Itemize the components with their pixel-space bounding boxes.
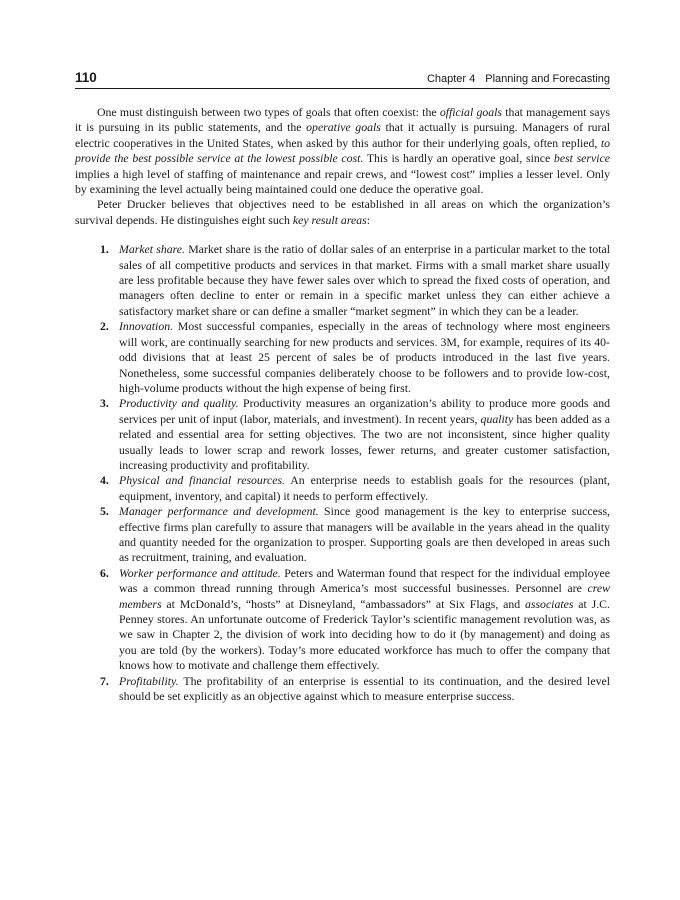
list-item-manager-performance xyxy=(75,504,610,566)
item-text: Market share is the ratio of dollar sales of an enterprise in a particular market to the total sales of all competitive products and services in that market. Firms with a small market share usually are less profitable because they have fewer sales over which to spread the fixed costs of operation, and managers often decline to enter or remain in a specific market unless they can either achieve a satisfactory market share or can define a smaller “market segment” in which they can be a leader. xyxy=(119,242,610,318)
italic-term: key result areas xyxy=(292,212,367,227)
italic-term: official goals xyxy=(439,105,503,119)
item-text: at McDonald’s, “hosts” at Disneyland, “ambassadors” at Six Flags, and xyxy=(161,596,525,611)
item-title: Market share. xyxy=(119,242,185,257)
item-number: 7. xyxy=(100,673,109,688)
italic-term: crew members xyxy=(119,581,610,611)
italic-term: quality xyxy=(480,411,514,426)
item-text: has been added as a related and essential area for setting objectives. The two are not inconsistent, since higher quality usually leads to lower scrap and rework losses, fewer returns, and greater customer satisfaction, increasing productivity and profitability. xyxy=(119,411,610,472)
item-title: Physical and financial resources. xyxy=(119,473,285,488)
item-number: 1. xyxy=(100,242,109,257)
item-text: Most successful companies, especially in the areas of technology where most engineers will work, are continually searching for new products and services. 3M, for example, requires of its 40-odd divisions that at least 25 percent of sales be of products introduced in the last five years. Nonetheless, some successful companies deliberately choose to be followers and to provide low-cost, high-volume products without the high expense of being first. xyxy=(119,319,610,395)
item-number: 2. xyxy=(100,319,109,334)
item-text: The profitability of an enterprise is essential to its continuation, and the desired level should be set explicitly as an objective against which to measure enterprise success. xyxy=(119,673,610,704)
text-run: Peter Drucker believes that objectives need to be established in all areas on which the organization’s survival depends. He distinguishes eight such xyxy=(75,197,610,227)
item-title: Productivity and quality. xyxy=(119,396,239,411)
item-text: Productivity measures an organization’s ability to produce more goods and services per unit of input (labor, materials, and investment). In recent years, xyxy=(119,396,611,426)
item-title: Innovation. xyxy=(119,319,174,334)
italic-term: best service xyxy=(553,151,610,166)
text-run: implies a high level of staffing of maintenance and repair crews, and “lowest cost” implies a lesser level. Only by examining the level actually being maintained could one deduce the operative goal. xyxy=(75,166,610,197)
list-item-innovation xyxy=(75,319,610,396)
text-run: One must distinguish between two types of goals that often coexist: the xyxy=(97,105,440,119)
italic-term: associates xyxy=(524,596,574,611)
book-page xyxy=(75,70,610,704)
list-item-resources xyxy=(75,473,610,504)
paragraph-drucker xyxy=(75,197,610,228)
item-number: 4. xyxy=(100,473,109,488)
text-run: : xyxy=(366,212,370,227)
item-number: 6. xyxy=(100,565,109,580)
chapter-label: Chapter 4 xyxy=(426,73,476,85)
item-title: Worker performance and attitude. xyxy=(119,565,281,580)
paragraph-goals xyxy=(75,105,610,197)
list-item-productivity-quality xyxy=(75,396,610,473)
list-item-profitability xyxy=(75,674,610,705)
list-item-worker-performance xyxy=(75,566,610,674)
item-title: Manager performance and development. xyxy=(119,504,319,519)
item-text: An enterprise needs to establish goals for the resources (plant, equipment, inventory, and capital) it needs to perform effectively. xyxy=(119,473,610,503)
chapter-title: Planning and Forecasting xyxy=(485,73,610,85)
item-text: at J.C. Penney stores. An unfortunate outcome of Frederick Taylor’s scientific management revolution was, as we saw in Chapter 2, the division of work into deciding how to do it (by management) and doing as you are told (by the workers). Today’s more educated workforce has much to offer the company that knows how to motivate and challenge them effectively. xyxy=(119,596,610,673)
item-title: Profitability. xyxy=(119,673,179,688)
item-text: Peters and Waterman found that respect for the individual employee was a common thread running through America’s most successful businesses. Personnel are xyxy=(119,565,610,596)
key-result-areas-list xyxy=(75,242,610,704)
list-item-market-share xyxy=(75,242,610,319)
running-header xyxy=(75,70,610,89)
body-text xyxy=(75,105,610,704)
chapter-heading xyxy=(427,73,610,85)
item-number: 3. xyxy=(100,396,109,411)
text-run: that management says it is pursuing in its public statements, and the xyxy=(75,105,610,135)
item-number: 5. xyxy=(100,504,109,519)
text-run: that it actually is pursuing. Managers of rural electric cooperatives in the United States, when asked by this author for their underlying goals, often replied, xyxy=(75,120,610,150)
italic-term: operative goals xyxy=(306,120,381,135)
text-run: This is hardly an operative goal, since xyxy=(363,151,554,166)
page-number: 110 xyxy=(75,70,97,85)
italic-quote: to provide the best possible service at the lowest possible cost. xyxy=(75,135,610,166)
item-text: Since good management is the key to enterprise success, effective firms plan carefully to assure that managers will be available in the years ahead in the quality and quantity needed for the organization to prosper. Supporting goals are then developed in areas such as recruitment, training, and evaluation. xyxy=(119,504,610,565)
